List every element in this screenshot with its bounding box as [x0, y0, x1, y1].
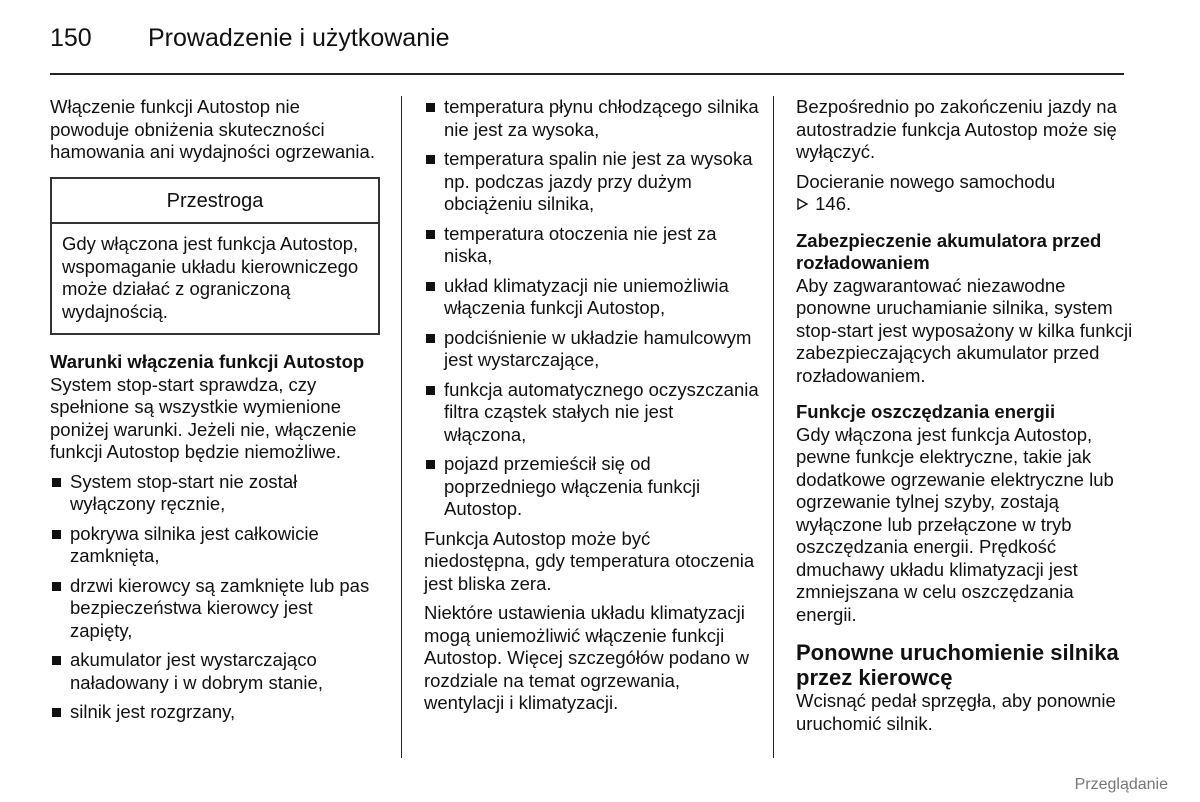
break-in-text [796, 171, 1136, 216]
list-item-text: temperatura otoczenia nie jest za niska, [444, 222, 717, 266]
list-item-text: pojazd przemieścił się od poprzedniego włączenia funkcji Autostop. [444, 453, 701, 519]
climate-settings-text: Niektóre ustawienia układu klimatyzacji mogą uniemożliwić włączenie funkcji Autostop. Więcej szczegółów podano w rozdziale na temat ogrzewania, wentylacji i klimatyzacji. [424, 602, 749, 713]
bullet-square-icon [52, 478, 61, 487]
bullet-square-icon [426, 155, 435, 164]
page-title: Prowadzenie i użytkowanie [148, 24, 450, 52]
bullet-square-icon [426, 460, 435, 469]
autostop-unavailable-text: Funkcja Autostop może być niedostępna, gdy temperatura otoczenia jest bliska zera. [424, 527, 755, 594]
list-item [424, 379, 759, 447]
arrow-ref-icon [796, 193, 810, 216]
list-item-text: System stop-start nie został wyłączony ręcznie, [70, 470, 298, 514]
bullet-square-icon [426, 282, 435, 291]
column-divider-1 [401, 96, 402, 758]
engine-restart-text: Wcisnąć pedał sprzęgła, aby ponownie uruchomić silnik. [796, 690, 1116, 734]
footer-label: Przeglądanie [1074, 776, 1168, 793]
bullet-square-icon [426, 230, 435, 239]
column-divider-2 [773, 96, 774, 758]
section-text: System stop-start sprawdza, czy spełnione są wszystkie wymienione poniżej warunki. Jeżeli nie, włączenie funkcji Autostop będzie niemożliwe. [50, 373, 357, 462]
list-item-text: temperatura spalin nie jest za wysoka np. podczas jazdy przy dużym obciążeniu silnika, [444, 148, 753, 214]
column-3 [796, 96, 1136, 742]
caution-body: Gdy włączona jest funkcja Autostop, wspomaganie układu kierowniczego może działać z ograniczoną wydajnością. [62, 233, 359, 322]
battery-protection-text: Aby zagwarantować niezawodne ponowne uruchamianie silnika, system stop-start jest wyposażony w kilka funkcji zabezpieczających akumulator przed rozładowaniem. [796, 274, 1133, 386]
caution-box [50, 177, 380, 336]
list-item [424, 453, 759, 521]
caution-title: Przestroga [52, 179, 378, 225]
list-item [50, 575, 380, 643]
conditions-list-2 [424, 96, 759, 521]
bullet-square-icon [52, 530, 61, 539]
list-item-text: układ klimatyzacji nie uniemożliwia włączenia funkcji Autostop, [444, 274, 729, 318]
list-item-text: podciśnienie w układzie hamulcowym jest wystarczające, [444, 326, 752, 370]
conditions-list-1 [50, 471, 380, 724]
bullet-square-icon [426, 334, 435, 343]
column-2 [424, 96, 759, 722]
header-rule [50, 73, 1124, 75]
section-heading-autostop-conditions: Warunki włączenia funkcji Autostop [50, 351, 365, 372]
energy-saving-heading: Funkcje oszczędzania energii [796, 401, 1056, 422]
list-item [424, 223, 759, 268]
bullet-square-icon [52, 582, 61, 591]
list-item [50, 701, 380, 724]
energy-saving-text: Gdy włączona jest funkcja Autostop, pewne funkcje elektryczne, takie jak dodatkowe ogrzewanie elektryczne lub ogrzewanie tylnej szyby, zostają wyłączone lub przełączone w tryb oszczędzania energii. Prędkość dmuchawy układu klimatyzacji jest zmniejszana w celu oszczędzania energii. [796, 423, 1114, 625]
highway-text: Bezpośrednio po zakończeniu jazdy na autostradzie funkcja Autostop może się wyłączyć. [796, 96, 1117, 162]
list-item [424, 275, 759, 320]
list-item-text: temperatura płynu chłodzącego silnika nie jest za wysoka, [444, 96, 759, 140]
list-item [50, 471, 380, 516]
list-item-text: pokrywa silnika jest całkowicie zamknięta, [70, 522, 319, 566]
list-item-text: akumulator jest wystarczająco naładowany i w dobrym stanie, [70, 649, 323, 693]
break-in-label: Docieranie nowego samochodu [796, 170, 1056, 192]
list-item [424, 327, 759, 372]
list-item-text: silnik jest rozgrzany, [70, 701, 236, 722]
page-reference-link[interactable]: 146. [815, 193, 852, 214]
bullet-square-icon [52, 708, 61, 717]
list-item-text: drzwi kierowcy są zamknięte lub pas bezpieczeństwa kierowcy jest zapięty, [70, 574, 370, 641]
list-item [424, 148, 759, 216]
engine-restart-heading: Ponowne uruchomienie silnika przez kierowcę [796, 640, 1119, 690]
bullet-square-icon [52, 656, 61, 665]
list-item-text: funkcja automatycznego oczyszczania filtra cząstek stałych nie jest włączona, [444, 378, 759, 445]
page-number: 150 [50, 24, 92, 52]
list-item [50, 649, 380, 694]
list-item [50, 523, 380, 568]
battery-protection-heading: Zabezpieczenie akumulatora przed rozładowaniem [796, 229, 1102, 273]
bullet-square-icon [426, 103, 435, 112]
intro-text: Włączenie funkcji Autostop nie powoduje obniżenia skuteczności hamowania ani wydajności ogrzewania. [50, 96, 375, 162]
list-item [424, 96, 759, 141]
bullet-square-icon [426, 386, 435, 395]
column-1 [50, 96, 380, 731]
